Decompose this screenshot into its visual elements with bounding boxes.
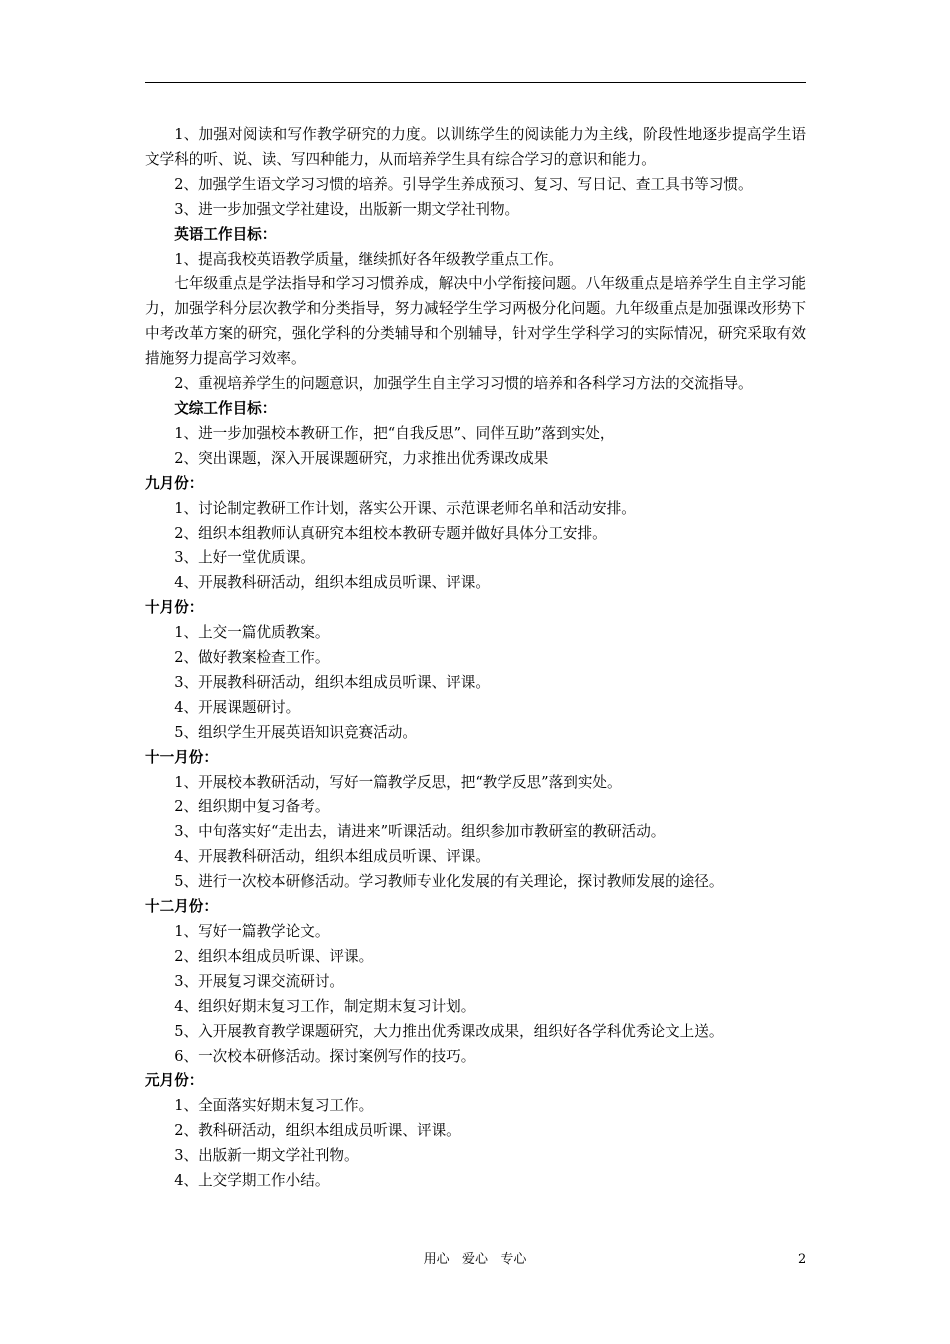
paragraph: 2、突出课题，深入开展课题研究，力求推出优秀课改成果 bbox=[174, 449, 549, 467]
paragraph: 2、重视培养学生的问题意识，加强学生自主学习习惯的培养和各科学习方法的交流指导。 bbox=[174, 375, 753, 393]
document-body bbox=[145, 123, 806, 1194]
paragraph: 3、上好一堂优质课。 bbox=[174, 549, 315, 567]
month-heading: 元月份： bbox=[145, 1072, 204, 1090]
paragraph: 1、提高我校英语教学质量，继续抓好各年级教学重点工作。 bbox=[174, 250, 563, 268]
paragraph: 5、进行一次校本研修活动。学习教师专业化发展的有关理论，探讨教师发展的途径。 bbox=[174, 873, 724, 891]
paragraph: 2、做好教案检查工作。 bbox=[174, 649, 330, 667]
paragraph: 1、开展校本教研活动，写好一篇教学反思，把“教学反思”落到实处。 bbox=[174, 773, 622, 791]
footer-motto: 用心 爱心 专心 bbox=[423, 1252, 527, 1267]
paragraph: 2、组织本组教师认真研究本组校本教研专题并做好具体分工安排。 bbox=[174, 524, 607, 542]
paragraph: 2、组织本组成员听课、评课。 bbox=[174, 947, 374, 965]
paragraph: 4、组织好期末复习工作，制定期末复习计划。 bbox=[174, 997, 476, 1015]
section-heading: 英语工作目标： bbox=[174, 225, 277, 243]
paragraph: 4、开展教科研活动，组织本组成员听课、评课。 bbox=[174, 574, 490, 592]
paragraph: 3、中旬落实好“走出去，请进来”听课活动。组织参加市教研室的教研活动。 bbox=[174, 823, 666, 841]
paragraph: 2、加强学生语文学习习惯的培养。引导学生养成预习、复习、写日记、查工具书等习惯。 bbox=[174, 175, 753, 193]
paragraph: 1、讨论制定教研工作计划，落实公开课、示范课老师名单和活动安排。 bbox=[174, 499, 636, 517]
month-heading: 十月份： bbox=[145, 599, 204, 617]
month-heading: 十二月份： bbox=[145, 898, 218, 916]
paragraph: 1、上交一篇优质教案。 bbox=[174, 624, 330, 642]
paragraph: 3、开展教科研活动，组织本组成员听课、评课。 bbox=[174, 673, 490, 691]
page-footer bbox=[0, 1250, 950, 1270]
paragraph: 2、组织期中复习备考。 bbox=[174, 798, 330, 816]
paragraph: 3、进一步加强文学社建设，出版新一期文学社刊物。 bbox=[174, 200, 520, 218]
paragraph: 4、上交学期工作小结。 bbox=[174, 1172, 330, 1190]
page-number: 2 bbox=[798, 1252, 807, 1267]
paragraph: 3、出版新一期文学社刊物。 bbox=[174, 1147, 359, 1165]
paragraph: 6、一次校本研修活动。探讨案例写作的技巧。 bbox=[174, 1047, 476, 1065]
paragraph: 5、组织学生开展英语知识竞赛活动。 bbox=[174, 723, 417, 741]
month-heading: 九月份： bbox=[145, 474, 204, 492]
paragraph: 3、开展复习课交流研讨。 bbox=[174, 972, 345, 990]
paragraph: 1、全面落实好期末复习工作。 bbox=[174, 1097, 374, 1115]
paragraph: 4、开展课题研讨。 bbox=[174, 698, 301, 716]
paragraph: 1、进一步加强校本教研工作，把“自我反思”、同伴互助”落到实处， bbox=[174, 424, 615, 442]
paragraph: 1、写好一篇教学论文。 bbox=[174, 923, 330, 940]
paragraph: 七年级重点是学法指导和学习习惯养成，解决中小学衔接问题。八年级重点是培养学生自主学习能力，加强学科分层次教学和分类指导，努力减轻学生学习两极分化问题。九年级重点是加强课改形势下中考改革方案的研究，强化学科的分类辅导和个别辅导，针对学生学科学习的实际情况，研究采取有效措施努力提高学习效率。 bbox=[145, 275, 806, 368]
month-heading: 十一月份： bbox=[145, 748, 218, 766]
paragraph: 1、加强对阅读和写作教学研究的力度。以训练学生的阅读能力为主线，阶段性地逐步提高学生语文学科的听、说、读、写四种能力，从而培养学生具有综合学习的意识和能力。 bbox=[145, 126, 806, 168]
paragraph: 2、教科研活动，组织本组成员听课、评课。 bbox=[174, 1122, 461, 1140]
header-rule bbox=[145, 82, 806, 83]
section-heading: 文综工作目标： bbox=[174, 399, 277, 417]
paragraph: 4、开展教科研活动，组织本组成员听课、评课。 bbox=[174, 848, 490, 866]
paragraph: 5、入开展教育教学课题研究，大力推出优秀课改成果，组织好各学科优秀论文上送。 bbox=[174, 1022, 724, 1040]
